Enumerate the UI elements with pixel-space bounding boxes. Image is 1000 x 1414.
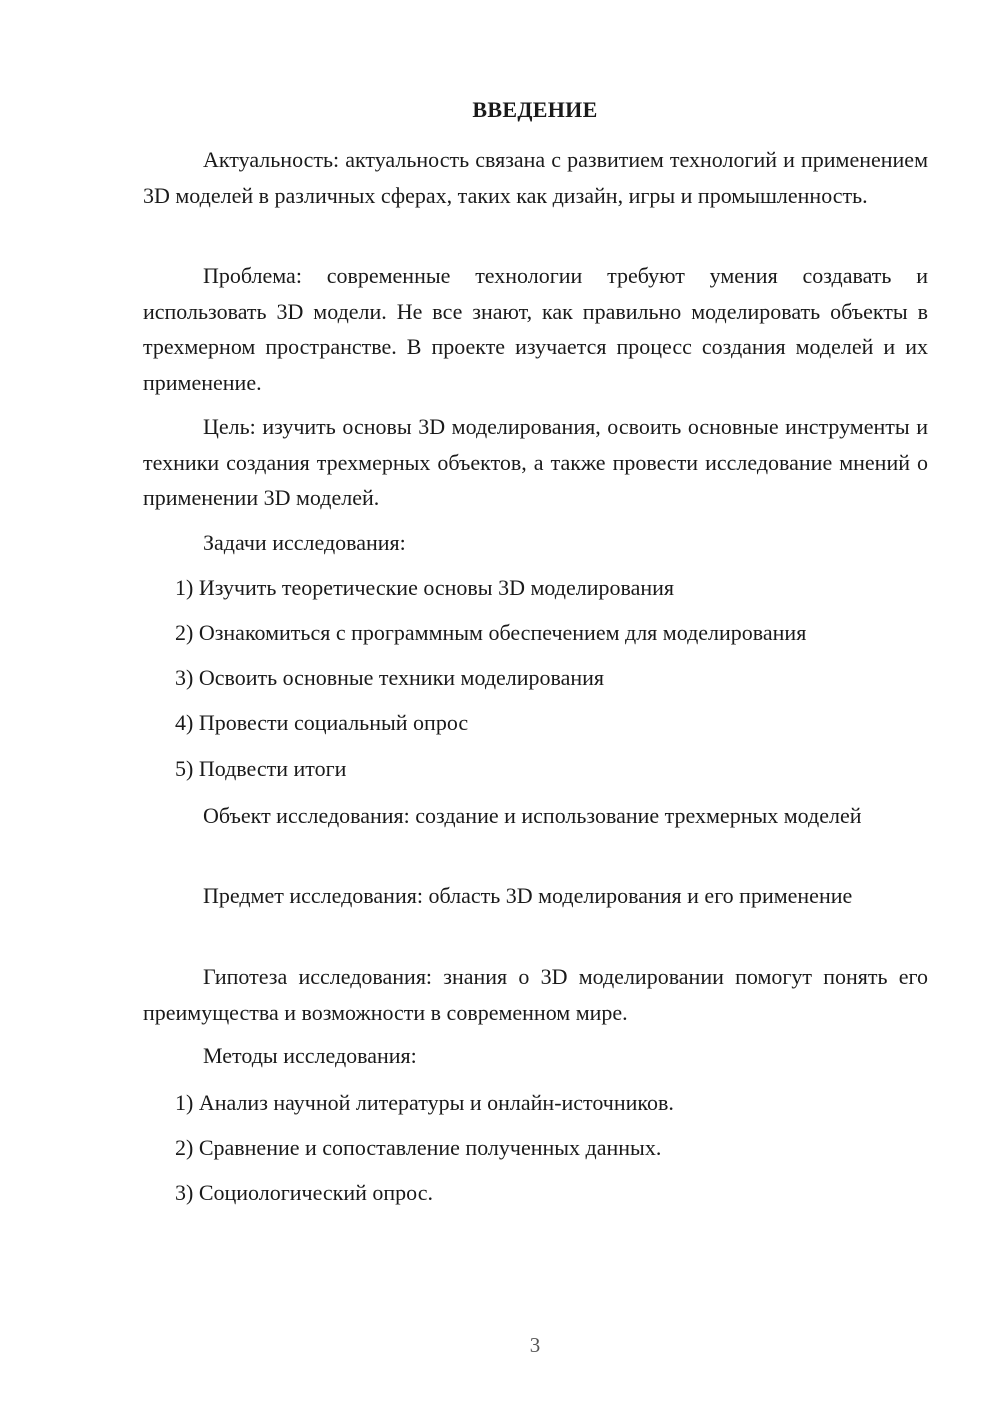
method-item-2: 2) Сравнение и сопоставление полученных данных. — [175, 1135, 662, 1160]
hypothesis-paragraph: Гипотеза исследования: знания о 3D моделировании помогут понять его преимущества и возможности в современном мире. — [143, 964, 928, 1025]
tasks-heading: Задачи исследования: — [203, 530, 406, 555]
task-item-1: 1) Изучить теоретические основы 3D моделирования — [175, 575, 674, 600]
task-item-3: 3) Освоить основные техники моделирования — [175, 665, 605, 690]
method-item-1: 1) Анализ научной литературы и онлайн-источников. — [175, 1090, 674, 1115]
object-paragraph: Объект исследования: создание и использование трехмерных моделей — [203, 803, 862, 828]
page-title: ВВЕДЕНИЕ — [472, 97, 598, 122]
problem-paragraph: Проблема: современные технологии требуют умения создавать и использовать 3D модели. Не все знают, как правильно моделировать объекты в трехмерном пространстве. В проекте изучается процесс создания моделей и их применение. — [143, 263, 928, 395]
task-item-2: 2) Ознакомиться с программным обеспечением для моделирования — [175, 620, 807, 645]
actuality-paragraph: Актуальность: актуальность связана с развитием технологий и применением 3D моделей в различных сферах, таких как дизайн, игры и промышленность. — [143, 147, 928, 208]
method-item-3: 3) Социологический опрос. — [175, 1180, 433, 1205]
task-item-4: 4) Провести социальный опрос — [175, 710, 469, 735]
page-number: 3 — [529, 1333, 541, 1357]
subject-paragraph: Предмет исследования: область 3D моделирования и его применение — [203, 883, 853, 908]
goal-paragraph: Цель: изучить основы 3D моделирования, освоить основные инструменты и техники создания трехмерных объектов, а также провести исследование мнений о применении 3D моделей. — [143, 414, 928, 510]
methods-heading: Методы исследования: — [203, 1043, 417, 1068]
task-item-5: 5) Подвести итоги — [175, 756, 347, 781]
